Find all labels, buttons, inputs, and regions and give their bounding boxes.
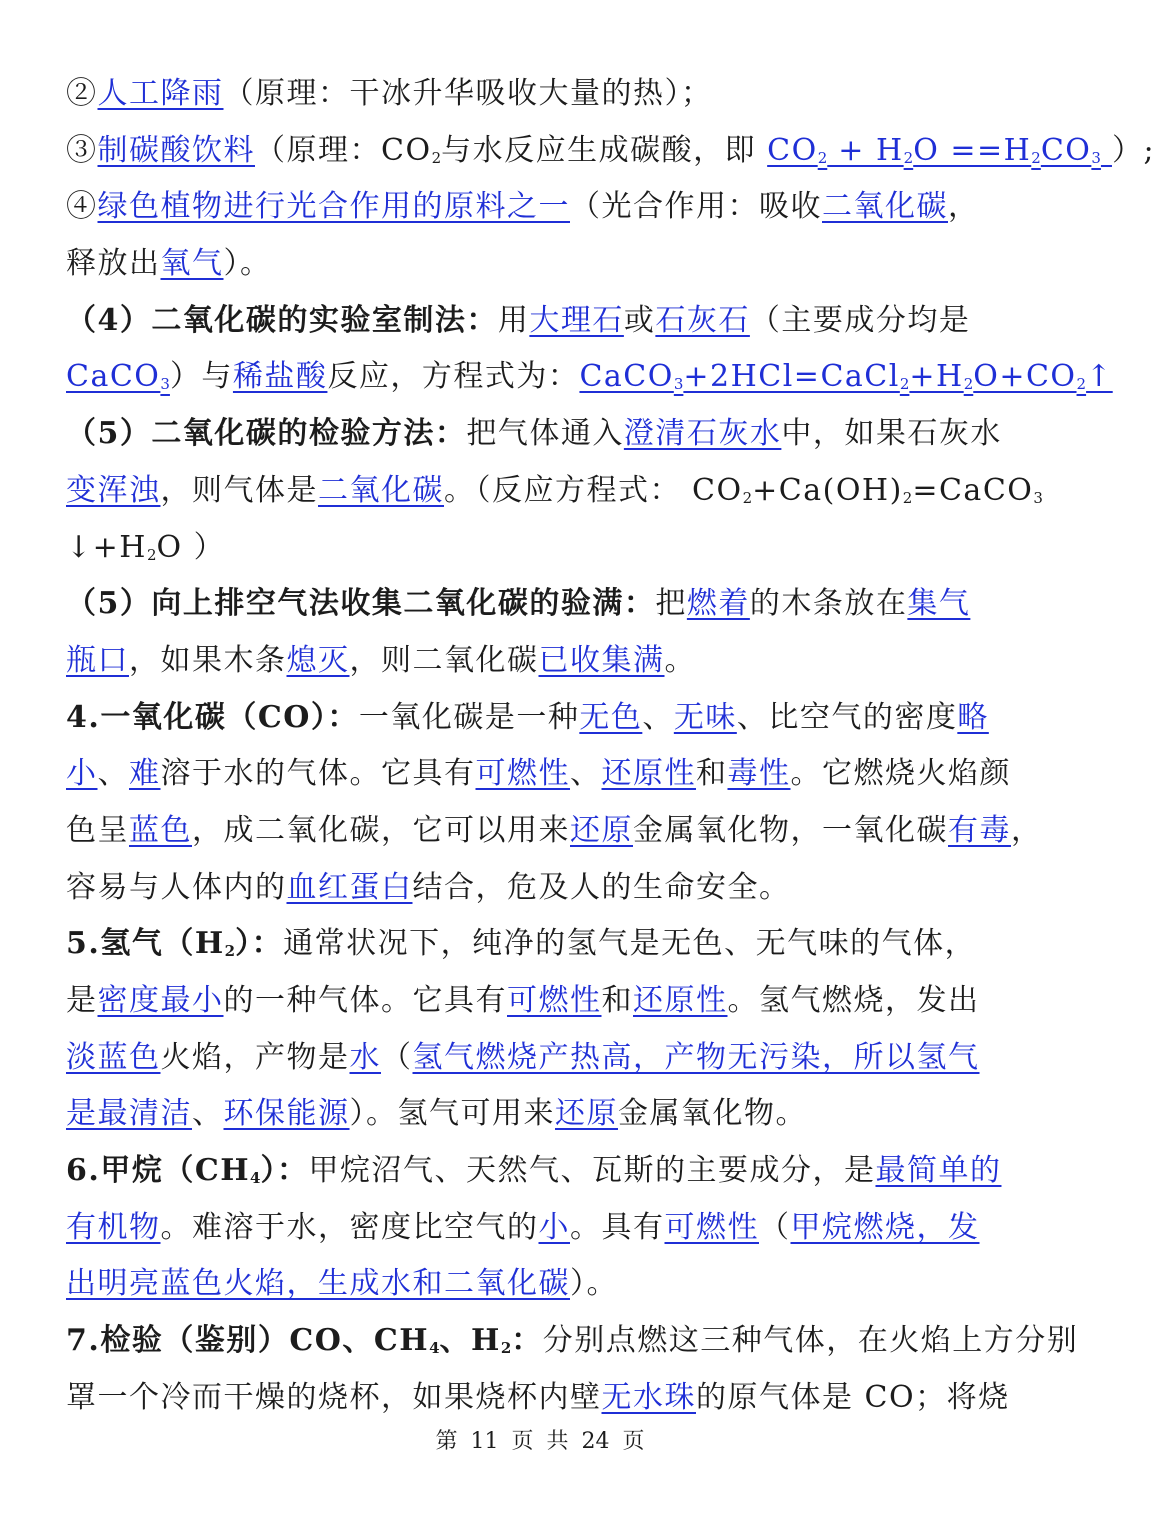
highlighted-answer: 石灰石 <box>655 302 750 338</box>
highlighted-answer: 还原 <box>570 812 633 848</box>
body-text: 。难溶于水，密度比空气的 <box>160 1209 539 1245</box>
highlighted-answer <box>1101 133 1112 168</box>
body-text: ，成二氧化碳，它可以用来 <box>192 812 570 848</box>
body-text: ，则气体是 <box>160 472 318 508</box>
highlighted-answer: 毒性 <box>727 756 791 792</box>
highlighted-answer: 可燃性 <box>507 983 602 1018</box>
section-heading: 4 <box>250 1169 261 1188</box>
highlighted-answer: 小 <box>66 756 98 792</box>
body-text: 。具有 <box>570 1209 665 1245</box>
highlighted-answer: CO <box>1040 132 1092 168</box>
body-text: =CaCO <box>912 472 1034 508</box>
body-text: 把 <box>655 586 687 622</box>
body-text: O ） <box>156 529 226 565</box>
body-text: 、 <box>97 756 129 792</box>
highlighted-answer: 氧气 <box>160 246 224 282</box>
body-text: 容易与人体内的 <box>66 869 287 905</box>
highlighted-answer: 可燃性 <box>475 756 570 792</box>
page-footer: 第 11 页 共 24 页 <box>435 1429 645 1454</box>
highlighted-answer: 小 <box>538 1209 570 1245</box>
section-heading: 4 <box>429 1339 440 1358</box>
highlighted-answer: 3 <box>160 375 170 394</box>
highlighted-answer: 密度最小 <box>97 983 224 1018</box>
highlighted-answer: 3 <box>673 375 684 394</box>
body-text: 色呈 <box>66 812 129 848</box>
body-text: ② <box>66 76 98 111</box>
section-heading: （5）向上排空气法收集二氧化碳的验满： <box>66 586 656 622</box>
text-line <box>66 1086 1016 1143</box>
body-text: 的木条放在 <box>749 586 908 622</box>
text-line <box>66 1200 1016 1257</box>
highlighted-answer: +2HCl=CaCl <box>683 359 900 395</box>
section-heading: ）： <box>260 1153 309 1189</box>
highlighted-answer: 绿色植物进行光合作用的原料之一 <box>97 189 570 225</box>
body-text: （ <box>381 1039 413 1075</box>
text-line <box>66 236 1016 293</box>
highlighted-answer: 无色 <box>579 699 643 735</box>
body-text: ）; <box>1111 132 1155 168</box>
body-text: 甲烷沼气、天然气、瓦斯的主要成分，是 <box>308 1153 876 1189</box>
text-line <box>66 123 1155 180</box>
body-text: 溶于水的气体。它具有 <box>160 756 476 792</box>
highlighted-answer: 是最清洁 <box>66 1096 192 1132</box>
text-line <box>66 973 1016 1030</box>
text-line <box>66 633 1016 690</box>
text-line <box>66 349 1113 406</box>
text-line <box>66 576 1016 633</box>
text-line <box>66 1030 1016 1087</box>
highlighted-answer: 淡蓝色 <box>66 1039 161 1075</box>
highlighted-answer: 甲烷燃烧，发 <box>790 1209 980 1245</box>
text-line <box>66 179 1016 236</box>
highlighted-answer: 2 <box>1076 375 1087 394</box>
highlighted-answer: 2 <box>899 375 910 394</box>
body-text: ④ <box>66 189 98 225</box>
highlighted-answer: 还原性 <box>601 756 696 792</box>
body-text: 结合，危及人的生命安全。 <box>412 869 791 905</box>
body-text: ， <box>948 189 980 225</box>
body-text: ，则二氧化碳 <box>349 642 539 678</box>
text-line <box>66 520 1016 577</box>
highlighted-answer: O+CO <box>973 359 1077 395</box>
body-text: 反应，方程式为： <box>327 359 580 395</box>
text-line <box>66 463 1043 520</box>
text-line <box>66 916 1016 973</box>
section-heading: （4）二氧化碳的实验室制法： <box>66 302 498 338</box>
highlighted-answer: 水 <box>349 1039 381 1075</box>
body-text: 、 <box>642 699 674 735</box>
body-text: 金属氧化物。 <box>618 1096 807 1132</box>
highlighted-answer: 无水珠 <box>601 1379 696 1415</box>
highlighted-answer: 熄灭 <box>286 642 350 678</box>
highlighted-answer: 略 <box>957 699 989 735</box>
body-text: +Ca(OH) <box>752 472 903 508</box>
text-line <box>66 1313 1079 1370</box>
body-text: 金属氧化物，一氧化碳 <box>633 812 948 848</box>
highlighted-answer: 2 <box>1031 148 1041 167</box>
highlighted-answer: + H <box>827 132 904 168</box>
body-text: 。氢气燃烧，发出 <box>727 983 980 1018</box>
highlighted-answer: 最简单的 <box>875 1153 1002 1189</box>
body-text: ）。 <box>570 1266 618 1302</box>
body-text: 用 <box>497 302 530 338</box>
highlighted-answer: 还原性 <box>633 983 728 1018</box>
body-text: 2 <box>902 488 913 507</box>
section-heading: ： <box>511 1323 543 1359</box>
highlighted-answer: 2 <box>963 375 974 394</box>
highlighted-answer: 3 <box>1091 148 1101 167</box>
section-heading: 6.甲烷（CH <box>66 1153 251 1189</box>
text-line <box>66 66 1016 123</box>
body-text: ）。 <box>223 246 272 282</box>
highlighted-answer: O ==H <box>913 132 1032 168</box>
body-text: 和 <box>601 983 633 1018</box>
body-text: 的一种气体。它具有 <box>223 983 507 1018</box>
section-heading: 5.氢气（H <box>66 926 225 962</box>
body-text: 罩一个冷而干燥的烧杯，如果烧杯内壁 <box>66 1379 602 1415</box>
body-text: 2 <box>146 545 157 564</box>
text-line <box>66 860 1016 917</box>
section-heading: 2 <box>500 1339 512 1358</box>
highlighted-answer: 已收集满 <box>538 642 665 678</box>
highlighted-answer: 2 <box>817 148 828 167</box>
body-text: （主要成分均是 <box>749 302 971 338</box>
body-text: 中，如果石灰水 <box>781 416 1002 452</box>
body-text: （光合作用：吸收 <box>570 189 822 225</box>
highlighted-answer: CaCO <box>579 359 674 395</box>
highlighted-answer: 蓝色 <box>129 812 192 848</box>
body-text: 与水反应生成碳酸，即 <box>441 132 768 168</box>
body-text: 和 <box>696 756 728 792</box>
body-text: 一氧化碳是一种 <box>358 699 580 735</box>
body-text: 2 <box>431 148 442 167</box>
body-text: （原理：干冰升华吸收大量的热）； <box>223 76 713 111</box>
body-text: 2 <box>742 488 753 507</box>
body-text: 分别点燃这三种气体，在火焰上方分别 <box>542 1323 1079 1359</box>
highlighted-answer: 环保能源 <box>223 1096 350 1132</box>
text-line <box>66 1143 1016 1200</box>
body-text: 、 <box>192 1096 224 1132</box>
body-text: ）与 <box>169 359 233 395</box>
highlighted-answer: 无味 <box>673 699 737 735</box>
highlighted-answer: 有毒 <box>948 812 1011 848</box>
highlighted-answer: 二氧化碳 <box>318 472 444 508</box>
body-text: ）。氢气可用来 <box>349 1096 555 1132</box>
text-line <box>66 746 1016 803</box>
highlighted-answer: 大理石 <box>529 302 624 338</box>
section-heading: 2 <box>224 942 236 961</box>
highlighted-answer: 2 <box>903 148 914 167</box>
section-heading: 4.一氧化碳（CO）： <box>66 699 359 735</box>
highlighted-answer: 制碳酸饮料 <box>97 132 255 168</box>
section-heading: （5）二氧化碳的检验方法： <box>66 416 467 452</box>
highlighted-answer: 难 <box>129 756 161 792</box>
text-line <box>66 1370 1016 1427</box>
body-text: 的原气体是 CO；将烧 <box>696 1379 1010 1415</box>
highlighted-answer: +H <box>909 359 964 395</box>
highlighted-answer: CaCO <box>66 359 161 395</box>
body-text: 、比空气的密度 <box>736 699 958 735</box>
body-text: 。（反应方程式： CO <box>444 472 743 508</box>
text-line <box>66 293 1016 350</box>
section-heading: 、H <box>439 1323 501 1359</box>
section-heading: ）： <box>235 926 284 962</box>
highlighted-answer: 可燃性 <box>664 1209 759 1245</box>
body-text: 释放出 <box>66 246 161 282</box>
body-text: 3 <box>1033 488 1043 507</box>
highlighted-answer: 变浑浊 <box>66 472 161 508</box>
text-line <box>66 690 1016 747</box>
body-text: 或 <box>623 302 656 338</box>
body-text: 把气体通入 <box>466 416 624 452</box>
document-body <box>66 66 1155 1427</box>
highlighted-answer: 出明亮蓝色火焰，生成水和二氧化碳 <box>66 1266 570 1302</box>
section-heading: 7.检验（鉴别）CO、CH <box>66 1323 430 1359</box>
body-text: ， <box>1011 812 1043 848</box>
highlighted-answer: 集气 <box>907 586 971 622</box>
body-text: ↓+H <box>66 529 147 565</box>
highlighted-answer: 二氧化碳 <box>822 189 948 225</box>
body-text: 火焰，产物是 <box>160 1039 350 1075</box>
body-text: （ <box>759 1209 791 1245</box>
body-text: 是 <box>66 983 98 1018</box>
highlighted-answer: 还原 <box>555 1096 618 1132</box>
body-text: 。它燃烧火焰颜 <box>790 756 1011 792</box>
highlighted-answer: 澄清石灰水 <box>623 416 782 452</box>
text-line <box>66 406 1016 463</box>
highlighted-answer: 血红蛋白 <box>286 869 413 905</box>
highlighted-answer: 氢气燃烧产热高，产物无污染，所以氢气 <box>412 1039 980 1075</box>
highlighted-answer: 有机物 <box>66 1209 161 1245</box>
body-text: ③ <box>66 132 98 168</box>
body-text: ，如果木条 <box>129 642 287 678</box>
highlighted-answer: ↑ <box>1086 359 1113 395</box>
text-line <box>66 803 1043 860</box>
highlighted-answer: 瓶口 <box>66 642 129 678</box>
body-text: 。 <box>664 642 696 678</box>
highlighted-answer: 燃着 <box>686 586 750 622</box>
body-text: 、 <box>570 756 602 792</box>
highlighted-answer: CO <box>767 132 818 168</box>
text-line <box>66 1256 1016 1313</box>
body-text: 通常状况下，纯净的氢气是无色、无气味的气体， <box>283 926 977 962</box>
highlighted-answer: 稀盐酸 <box>232 359 328 395</box>
body-text: （原理：CO <box>255 132 432 168</box>
highlighted-answer: 人工降雨 <box>97 76 224 111</box>
